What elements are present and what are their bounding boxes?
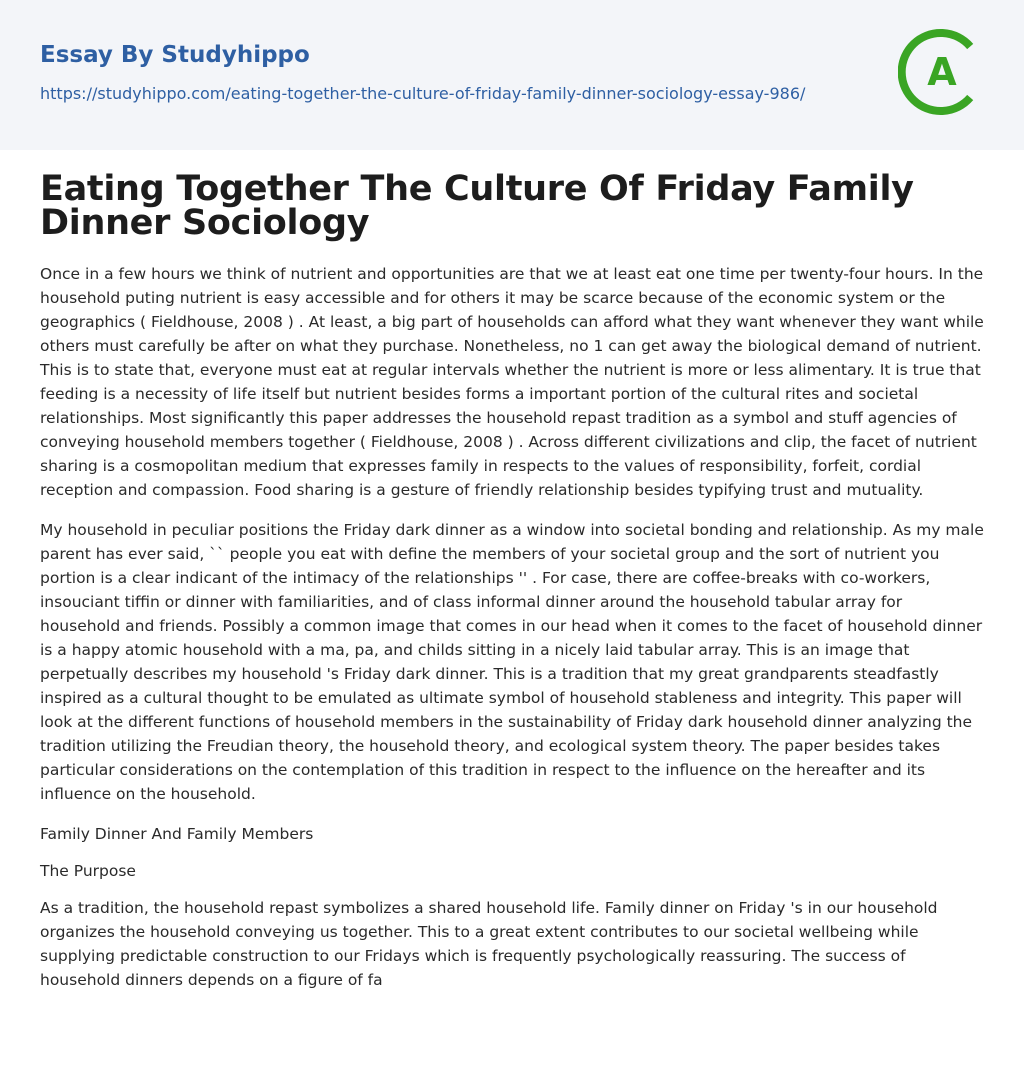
article-paragraph-1: Once in a few hours we think of nutrient and opportunities are that we at least eat one time per twenty-four hours. In the household puting nutrient is easy accessible and for others it may be scarce because of the economic system or the geographics ( Fieldhouse, 2008 ) . At least, a big part of households can afford what they want whenever they want while others must carefully be after on what they purchase. Nonetheless, no 1 can get away the biological demand of nutrient. This is to state that, everyone must eat at regular intervals whether the nutrient is more or less alimentary. It is true that feeding is a necessity of life itself but nutrient besides forms a important portion of the cultural rites and societal relationships. Most significantly this paper addresses the household repast tradition as a symbol and stuff agencies of conveying household members together ( Fieldhouse, 2008 ) . Across different civilizations and clip, the facet of nutrient sharing is a cosmopolitan medium that expresses family in respects to the values of responsibility, forfeit, cordial reception and compassion. Food sharing is a gesture of friendly relationship besides typifying trust and mutuality.	[40, 265, 984, 499]
site-header	[0, 0, 1024, 150]
article-title: Eating Together The Culture Of Friday Family Dinner Sociology	[40, 169, 914, 243]
section-heading-purpose: The Purpose	[40, 862, 136, 880]
source-url-link[interactable]: https://studyhippo.com/eating-together-the-culture-of-friday-family-dinner-sociology-essay-986/	[40, 84, 806, 103]
article-paragraph-2: My household in peculiar positions the Friday dark dinner as a window into societal bonding and relationship. As my male parent has ever said, `` people you eat with define the members of your societal group and the sort of nutrient you portion is a clear indicant of the intimacy of the relationships '' . For case, there are coffee-breaks with co-workers, insouciant tiffin or dinner with familiarities, and of class informal dinner around the household tabular array for household and friends. Possibly a common image that comes in our head when it comes to the facet of household dinner is a happy atomic household with a ma, pa, and childs sitting in a nicely laid tabular array. This is an image that perpetually describes my household 's Friday dark dinner. This is a tradition that my great grandparents steadfastly inspired as a cultural thought to be emulated as ultimate symbol of household stableness and integrity. This paper will look at the different functions of household members in the sustainability of Friday dark household dinner analyzing the tradition utilizing the Freudian theory, the household theory, and ecological system theory. The paper besides takes particular considerations on the contemplation of this tradition in respect to the influence on the hereafter and its influence on the household.	[40, 521, 984, 803]
article-paragraph-3: As a tradition, the household repast symbolizes a shared household life. Family dinner on Friday 's in our household organizes the household conveying us together. This to a great extent contributes to our societal wellbeing while supplying predictable construction to our Fridays which is frequently psychologically reassuring. The success of household dinners depends on a figure of fa	[40, 899, 938, 989]
studyhippo-logo-icon[interactable]	[898, 28, 986, 116]
section-heading-family-dinner: Family Dinner And Family Members	[40, 825, 314, 843]
site-brand[interactable]: Essay By Studyhippo	[40, 42, 310, 68]
logo-letter: A	[927, 50, 957, 94]
article-content	[0, 150, 1024, 992]
